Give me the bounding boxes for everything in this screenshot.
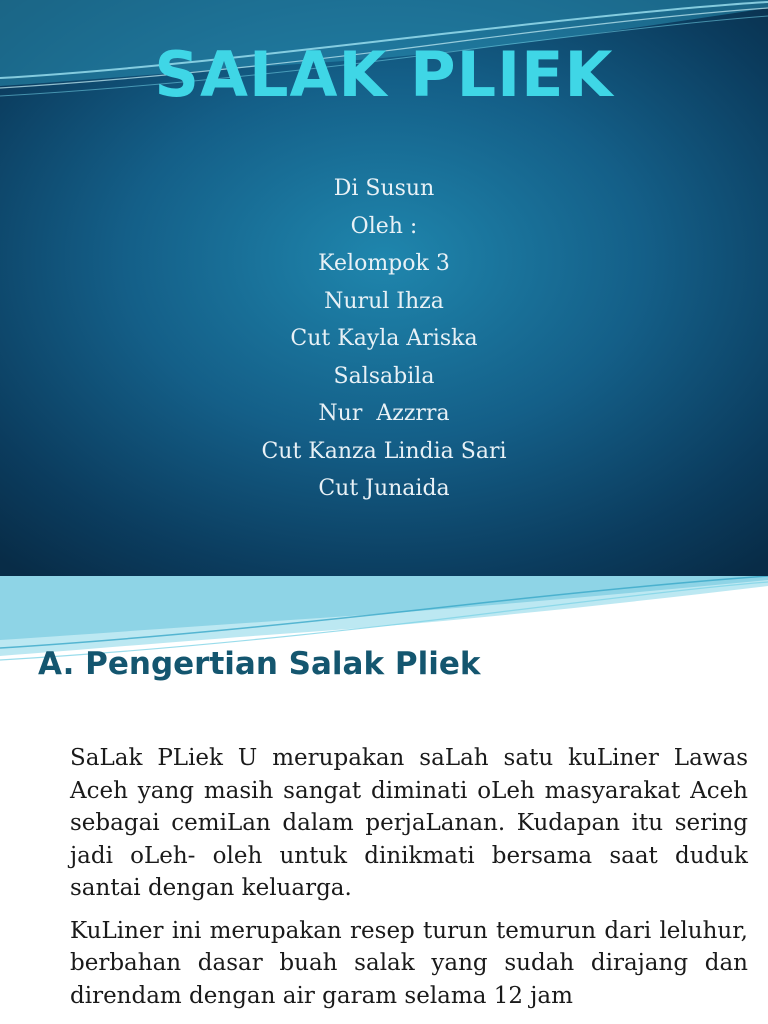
author-line: Salsabila <box>333 363 435 389</box>
paragraph: SaLak PLiek U merupakan saLah satu kuLiner Lawas Aceh yang masih sangat diminati oLeh masyarakat Aceh sebagai cemiLan dalam perjaLanan. Kudapan itu sering jadi oLeh- oleh untuk dinikmati bersama saat duduk santai dengan keluarga. <box>70 745 748 901</box>
author-line: Oleh : <box>350 213 418 239</box>
section-heading: A. Pengertian Salak Pliek <box>38 646 481 682</box>
author-list <box>0 170 768 508</box>
content-slide <box>0 576 768 1024</box>
author-line: Cut Kanza Lindia Sari <box>261 438 507 464</box>
author-line: Cut Kayla Ariska <box>290 326 478 351</box>
body-text <box>70 742 748 1022</box>
author-line: Kelompok 3 <box>318 251 450 276</box>
slide-title: SALAK PLIEK <box>154 38 614 111</box>
author-line: Cut Junaida <box>318 476 450 501</box>
paragraph: KuLiner ini merupakan resep turun temurun dari leluhur, berbahan dasar buah salak yang sudah dirajang dan direndam dengan air garam selama 12 jam <box>70 917 748 1009</box>
author-line: Di Susun <box>333 176 435 201</box>
author-line: Nur Azzrra <box>318 401 450 426</box>
author-line: Nurul Ihza <box>324 288 444 314</box>
